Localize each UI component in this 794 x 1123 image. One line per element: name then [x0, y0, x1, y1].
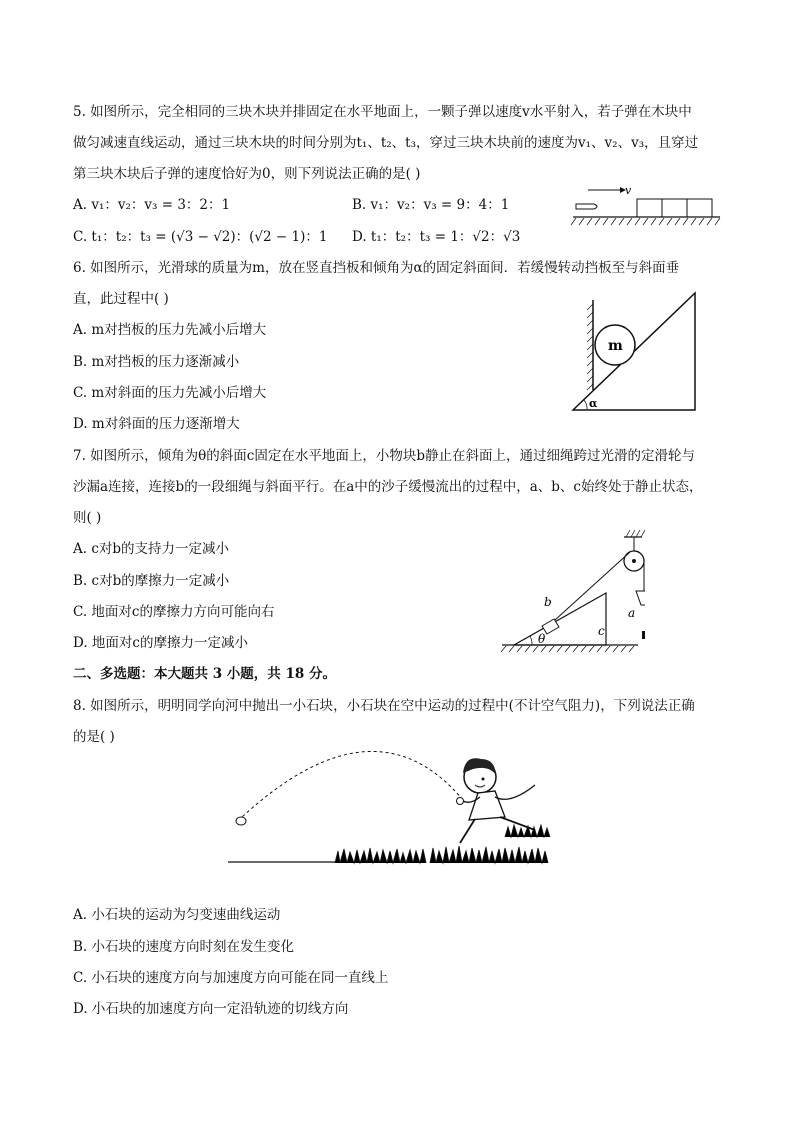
q6-option-b: B. m对挡板的压力逐渐减小 [73, 354, 240, 370]
q5-stem-line-2: 做匀减速直线运动，通过三块木块的时间分别为t₁、t₂、t₃，穿过三块木块前的速度为v₁、v₂、v₃，且穿过 [73, 135, 699, 151]
q5-option-b: B. v₁：v₂：v₃ = 9：4：1 [352, 197, 510, 213]
q7-hourglass-a-label: a [628, 606, 636, 620]
q8-option-a: A. 小石块的运动为匀变速曲线运动 [73, 907, 281, 923]
q8-option-d: D. 小石块的加速度方向一定沿轨迹的切线方向 [73, 1001, 349, 1017]
q7-incline-c-label: c [598, 624, 605, 638]
q8-stem-line-2: 的是( ) [73, 729, 115, 745]
q7-pulley-incline-figure [500, 525, 645, 657]
q5-option-d: D. t₁：t₂：t₃ = 1：√2：√3 [352, 229, 521, 245]
q5-bullet-blocks-figure [570, 182, 725, 237]
q6-stem-line-1: 6. 如图所示，光滑球的质量为m，放在竖直挡板和倾角为α的固定斜面间．若缓慢转动挡板至与斜面垂 [73, 260, 680, 276]
q7-stem-line-1: 7. 如图所示，倾角为θ的斜面c固定在水平地面上，小物块b静止在斜面上，通过细绳跨过光滑的定滑轮与 [73, 448, 696, 464]
q6-option-c: C. m对斜面的压力先减小后增大 [73, 385, 267, 401]
boy-illustration [457, 758, 536, 843]
q7-option-a: A. c对b的支持力一定减小 [73, 541, 230, 557]
q7-stem-line-2: 沙漏a连接，连接b的一段细绳与斜面平行。在a中的沙子缓慢流出的过程中，a、b、c始终处于静止状态， [73, 479, 703, 495]
q7-option-c: C. 地面对c的摩擦力方向可能向右 [73, 604, 275, 620]
q8-stem-line-1: 8. 如图所示，明明同学向河中抛出一小石块，小石块在空中运动的过程中(不计空气阻力)，下列说法正确 [73, 698, 695, 714]
q6-angle-label: α [589, 397, 598, 410]
q7-block-b-label: b [544, 595, 552, 609]
q5-option-c: C. t₁：t₂：t₃ = (√3 − √2)：(√2 − 1)：1 [73, 229, 328, 245]
q8-option-c: C. 小石块的速度方向与加速度方向可能在同一直线上 [73, 970, 389, 986]
grass-illustration [335, 825, 550, 863]
section-2-heading: 二、多选题：本大题共 3 小题，共 18 分。 [73, 666, 336, 682]
q6-ball-incline-figure [565, 290, 705, 415]
q7-option-b: B. c对b的摩擦力一定减小 [73, 573, 230, 589]
q8-option-b: B. 小石块的速度方向时刻在发生变化 [73, 939, 295, 955]
q6-stem-line-2: 直，此过程中( ) [73, 291, 169, 307]
q5-stem-line-3: 第三块木块后子弹的速度恰好为0，则下列说法正确的是( ) [73, 166, 421, 182]
q8-stone-throw-figure [225, 745, 570, 870]
q5-velocity-label: v [625, 184, 632, 197]
q7-angle-theta-label: θ [538, 632, 546, 646]
q6-option-d: D. m对斜面的压力逐渐增大 [73, 416, 240, 432]
q5-option-a: A. v₁：v₂：v₃ = 3：2：1 [73, 197, 231, 213]
q6-ball-label: m [608, 338, 623, 354]
q6-option-a: A. m对挡板的压力先减小后增大 [73, 322, 267, 338]
q5-stem-line-1: 5. 如图所示，完全相同的三块木块并排固定在水平地面上，一颗子弹以速度v水平射入，若子弹在木块中 [73, 104, 692, 120]
q7-option-d: D. 地面对c的摩擦力一定减小 [73, 635, 248, 651]
q7-stem-line-3: 则( ) [73, 510, 102, 526]
